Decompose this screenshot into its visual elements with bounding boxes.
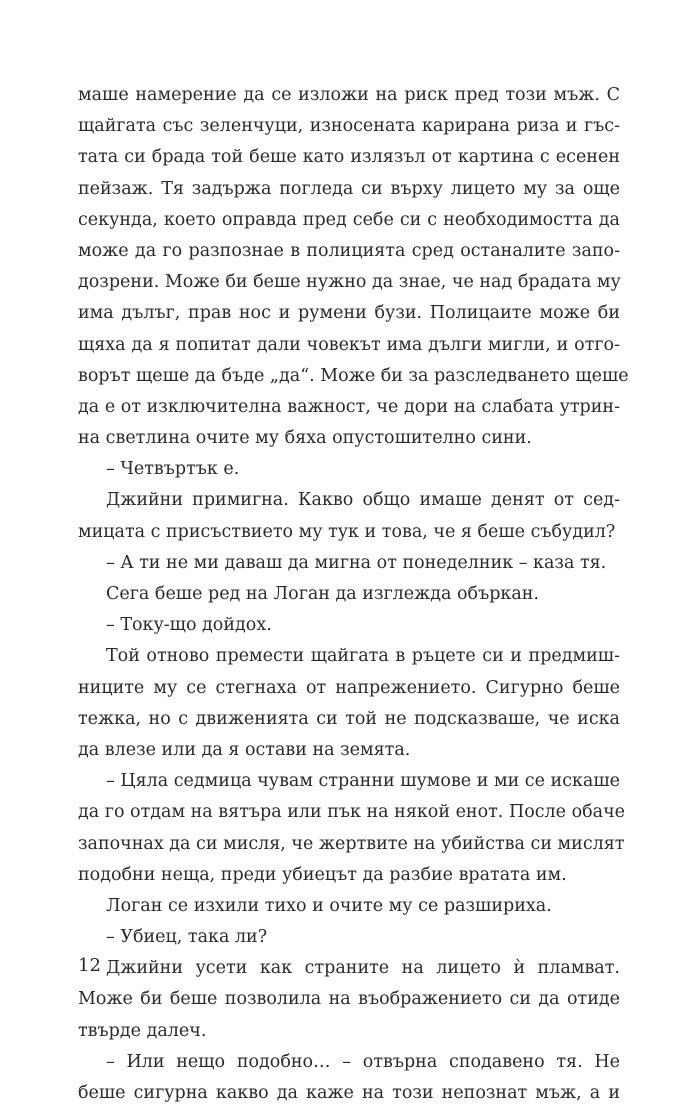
- text-line: секунда, което оправда пред себе си с необходимостта да: [78, 209, 620, 230]
- text-line: – Убиец, така ли?: [106, 927, 268, 948]
- text-line: Той отново премести щайгата в ръцете си и предмиш-: [106, 646, 620, 667]
- text-line: Логан се изхили тихо и очите му се разшириха.: [106, 895, 552, 916]
- text-line: мицата с присъствието му тук и това, че я беше събудил?: [78, 521, 616, 542]
- text-line: тежка, но с движенията си той не подсказваше, че иска: [78, 708, 620, 729]
- page-number: 12: [78, 955, 101, 976]
- text-line: да е от изключителна важност, че дори на слабата утрин-: [78, 396, 620, 417]
- text-line: Джийни усети как страните на лицето ѝ пламват.: [106, 958, 620, 979]
- text-line: може да го разпознае в полицията сред останалите запо-: [78, 240, 620, 261]
- body-text: [78, 80, 629, 1109]
- text-line: ворът щеше да бъде „да“. Може би за разследването щеше: [78, 365, 629, 386]
- text-line: – Или нещо подобно… – отвърна сподавено тя. Не: [106, 1051, 620, 1072]
- text-line: – Току-що дойдох.: [106, 615, 272, 636]
- text-line: подобни неща, преди убиецът да разбие вратата им.: [78, 864, 567, 885]
- text-line: да влезе или да я остави на земята.: [78, 739, 411, 760]
- text-line: тата си брада той беше като излязъл от картина с есенен: [78, 147, 620, 168]
- text-line: – Цяла седмица чувам странни шумове и ми се искаше: [106, 771, 620, 792]
- text-line: ниците му се стегнаха от напрежението. Сигурно беше: [78, 677, 620, 698]
- text-line: Джийни примигна. Какво общо имаше денят от сед-: [106, 490, 620, 511]
- text-line: маше намерение да се изложи на риск пред този мъж. С: [78, 85, 620, 105]
- text-line: щяха да я попитат дали човекът има дълги мигли, и отго-: [78, 334, 620, 355]
- text-line: – Четвъртък е.: [106, 459, 240, 480]
- text-line: щайгата със зеленчуци, износената карирана риза и гъс-: [78, 116, 620, 137]
- text-line: дозрени. Може би беше нужно да знае, че над брадата му: [78, 272, 621, 293]
- text-line: има дълъг, прав нос и румени бузи. Полицаите може би: [78, 303, 620, 324]
- text-line: – А ти не ми даваш да мигна от понеделник – каза тя.: [106, 552, 607, 573]
- text-line: пейзаж. Тя задържа погледа си върху лицето му за още: [78, 178, 620, 199]
- text-line: твърде далеч.: [78, 1020, 207, 1041]
- text-line: Може би беше позволила на въображението си да отиде: [78, 989, 620, 1010]
- text-line: Сега беше ред на Логан да изглежда объркан.: [106, 584, 540, 604]
- text-line: започнах да си мисля, че жертвите на убийства си мислят: [78, 833, 625, 854]
- text-line: да го отдам на вятъра или пък на някой енот. После обаче: [78, 802, 626, 823]
- text-line: беше сигурна какво да каже на този непознат мъж, а и: [78, 1083, 620, 1103]
- text-line: на светлина очите му бяха опустошително сини.: [78, 428, 532, 449]
